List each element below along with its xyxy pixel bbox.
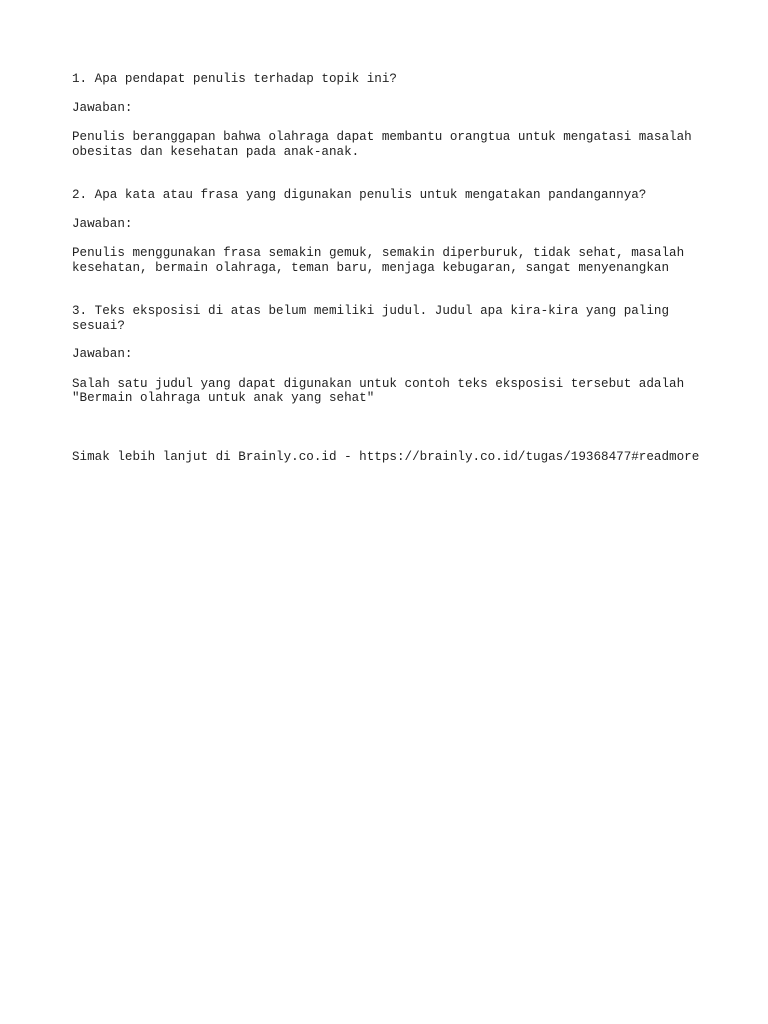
answer-label-3: Jawaban: <box>72 347 133 361</box>
question-2: 2. Apa kata atau frasa yang digunakan penulis untuk mengatakan pandangannya? <box>72 188 647 202</box>
question-3: 3. Teks eksposisi di atas belum memiliki judul. Judul apa kira-kira yang paling sesuai? <box>72 304 670 333</box>
answer-label-2: Jawaban: <box>72 216 133 231</box>
answer-1: Penulis beranggapan bahwa olahraga dapat membantu orangtua untuk mengatasi masalah obesitas dan kesehatan pada anak-anak. <box>72 130 692 159</box>
answer-2: Penulis menggunakan frasa semakin gemuk, semakin diperburuk, tidak sehat, masalah kesehatan, bermain olahraga, teman baru, menjaga kebugaran, sangat menyenangkan <box>72 246 685 275</box>
answer-3: Salah satu judul yang dapat digunakan untuk contoh teks eksposisi tersebut adalah "Bermain olahraga untuk anak yang sehat" <box>72 376 685 405</box>
document-body <box>72 72 712 464</box>
source-footer: Simak lebih lanjut di Brainly.co.id - https://brainly.co.id/tugas/19368477#readmore <box>72 449 700 464</box>
answer-label-1: Jawaban: <box>72 100 133 115</box>
question-1: 1. Apa pendapat penulis terhadap topik ini? <box>72 72 397 86</box>
